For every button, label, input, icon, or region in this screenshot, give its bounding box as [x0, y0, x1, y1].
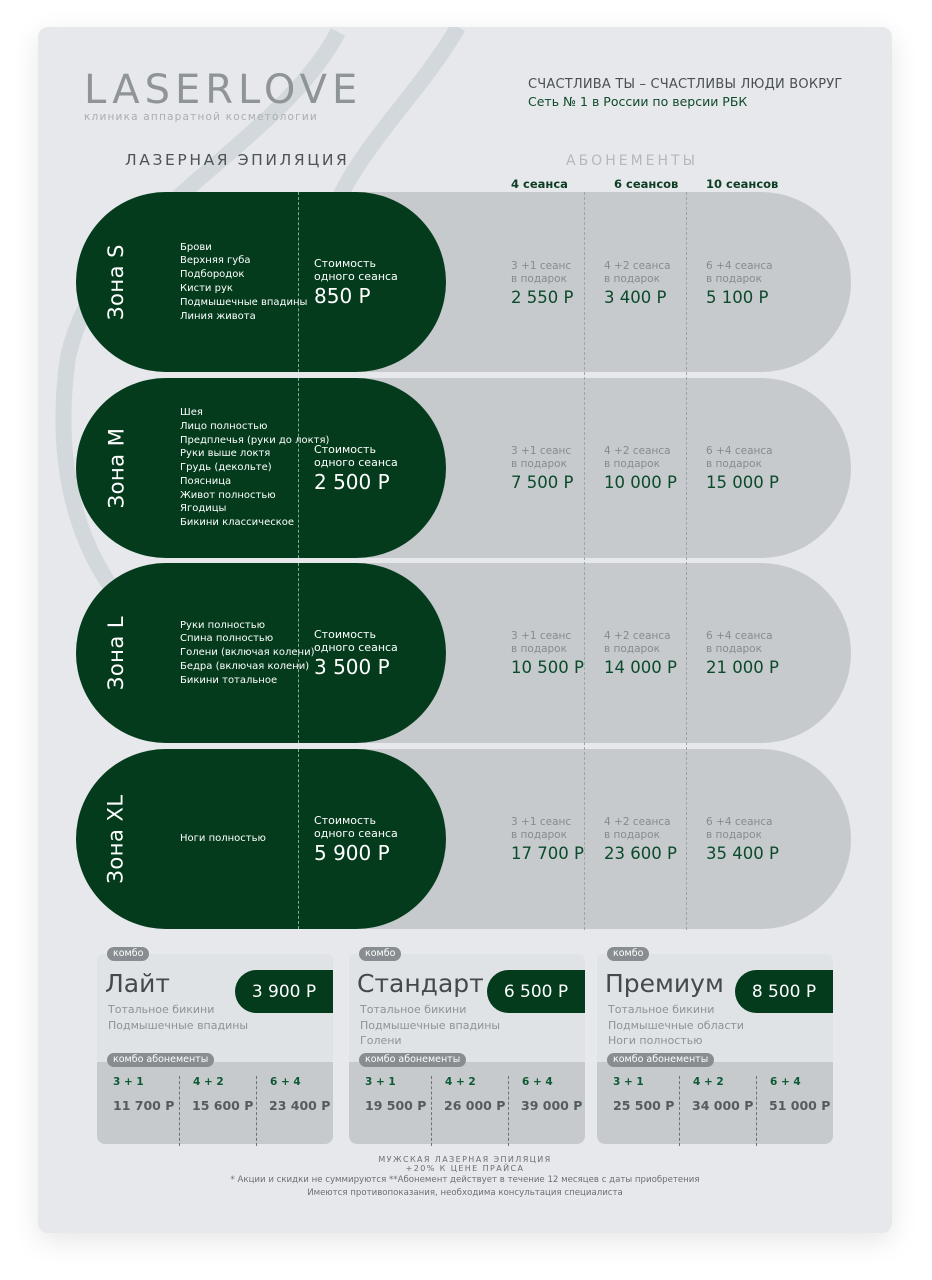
combo-sub-head: 3 + 1	[113, 1076, 144, 1088]
subscription-price: 2 550 Р	[511, 288, 574, 307]
divider	[431, 1076, 432, 1146]
combo-item: Ноги полностью	[608, 1034, 703, 1047]
bonus-label: 3 +1 сеанс в подарок	[511, 260, 572, 285]
combo-item: Подмышечные области	[608, 1018, 744, 1032]
footer-warning: Имеются противопоказания, необходима консультация специалиста	[307, 1188, 623, 1198]
combo-item: Тотальное бикини	[108, 1003, 215, 1016]
combo-price: 3 900 Р	[235, 970, 333, 1013]
area-item: Кисти рук	[180, 283, 233, 294]
bonus-label: 4 +2 сеанса в подарок	[604, 816, 671, 841]
divider	[508, 1076, 509, 1146]
subscription-price: 7 500 Р	[511, 473, 574, 492]
divider	[256, 1076, 257, 1146]
combo-item-list	[108, 1002, 248, 1033]
subscription-price: 15 000 Р	[706, 473, 779, 492]
divider	[298, 749, 299, 929]
zone-l-card	[76, 563, 446, 743]
column-head-6: 6 сеансов	[614, 177, 679, 191]
area-item: Ягодицы	[180, 503, 227, 515]
session-price: 850 Р	[314, 284, 371, 308]
zone-area-list	[180, 749, 298, 929]
combo-sub-price: 19 500 Р	[365, 1098, 427, 1113]
divider	[298, 192, 299, 372]
area-item: Подмышечные впадины	[180, 296, 308, 308]
bonus-label: 3 +1 сеанс в подарок	[511, 445, 572, 470]
zone-xl-card	[76, 749, 446, 929]
bonus-label: 4 +2 сеанса в подарок	[604, 445, 671, 470]
combo-sub-price: 39 000 Р	[521, 1098, 583, 1113]
combo-name: Стандарт	[357, 969, 484, 998]
combo-sub-price: 25 500 Р	[613, 1098, 675, 1113]
session-price: 2 500 Р	[314, 470, 390, 494]
column-head-4: 4 сеанса	[511, 177, 568, 191]
combo-name: Лайт	[105, 969, 170, 998]
subscriptions-title: АБОНЕМЕНТЫ	[566, 153, 698, 169]
subscription-price: 10 000 Р	[604, 473, 677, 492]
area-item: Подбородок	[180, 269, 245, 281]
subscription-price: 35 400 Р	[706, 844, 779, 863]
subscription-price: 5 100 Р	[706, 288, 769, 307]
men-pricing-note: МУЖСКАЯ ЛАЗЕРНАЯ ЭПИЛЯЦИЯ +20% К ЦЕНЕ ПРАЙСА	[378, 1155, 552, 1173]
combo-sub-head: 3 + 1	[613, 1076, 644, 1088]
area-item: Лицо полностью	[180, 420, 268, 432]
area-item: Брови	[180, 241, 212, 253]
column-divider	[584, 192, 585, 930]
combo-subscriptions-tag: комбо абонементы	[359, 1053, 466, 1067]
zone-name: Зона L	[103, 615, 128, 691]
cost-label: Стоимость одного сеанса	[314, 814, 398, 840]
session-price: 3 500 Р	[314, 655, 390, 679]
area-item: Живот полностью	[180, 489, 276, 501]
brand-slogan: СЧАСТЛИВА ТЫ – СЧАСТЛИВЫ ЛЮДИ ВОКРУГ	[528, 77, 843, 92]
combo-item: Голени	[360, 1034, 402, 1047]
combo-sub-price: 15 600 Р	[192, 1098, 254, 1113]
column-divider	[686, 192, 687, 930]
area-item: Ноги полностью	[180, 833, 266, 845]
combo-sub-price: 34 000 Р	[692, 1098, 754, 1113]
brand-subtitle: клиника аппаратной косметологии	[84, 111, 318, 123]
zone-name: Зона M	[104, 427, 128, 509]
combo-sub-head: 4 + 2	[693, 1076, 724, 1088]
combo-price: 8 500 Р	[735, 970, 833, 1013]
bonus-label: 6 +4 сеанса в подарок	[706, 630, 773, 655]
footer-note: * Акции и скидки не суммируются **Абонемент действует в течение 12 месяцев с даты приобретения	[230, 1175, 700, 1185]
combo-item: Подмышечные впадины	[108, 1018, 249, 1032]
zone-name: Зона XL	[104, 794, 129, 884]
session-price: 5 900 Р	[314, 841, 390, 865]
zone-s-card	[76, 192, 446, 372]
combo-item: Тотальное бикини	[608, 1003, 715, 1016]
combo-card-lite	[97, 948, 333, 1144]
combo-card-premium	[597, 948, 833, 1144]
zone-area-list	[180, 563, 315, 743]
combo-sub-price: 26 000 Р	[444, 1098, 506, 1113]
column-head-10: 10 сеансов	[706, 177, 779, 191]
bonus-label: 4 +2 сеанса в подарок	[604, 630, 671, 655]
combo-sub-head: 6 + 4	[522, 1076, 553, 1088]
brand-logo: LASERLOVE	[84, 67, 363, 113]
combo-sub-head: 6 + 4	[270, 1076, 301, 1088]
subscription-price: 3 400 Р	[604, 288, 667, 307]
area-item: Верхняя губа	[180, 255, 251, 267]
bonus-label: 6 +4 сеанса в подарок	[706, 260, 773, 285]
combo-sub-price: 23 400 Р	[269, 1098, 331, 1113]
bonus-label: 6 +4 сеанса в подарок	[706, 816, 773, 841]
zone-m-card	[76, 378, 446, 558]
cost-label: Стоимость одного сеанса	[314, 628, 398, 654]
area-item: Грудь (декольте)	[180, 462, 272, 474]
combo-card-standard	[349, 948, 585, 1144]
combo-sub-head: 3 + 1	[365, 1076, 396, 1088]
bonus-label: 3 +1 сеанс в подарок	[511, 630, 572, 655]
subscription-price: 23 600 Р	[604, 844, 677, 863]
combo-sub-head: 4 + 2	[445, 1076, 476, 1088]
area-item: Руки полностью	[180, 619, 266, 631]
area-item: Руки выше локтя	[180, 448, 271, 460]
cost-label: Стоимость одного сеанса	[314, 443, 398, 469]
combo-sub-head: 4 + 2	[193, 1076, 224, 1088]
combo-price: 6 500 Р	[487, 970, 585, 1013]
area-item: Поясница	[180, 475, 232, 487]
divider	[679, 1076, 680, 1146]
combo-sub-price: 51 000 Р	[769, 1098, 831, 1113]
bonus-label: 6 +4 сеанса в подарок	[706, 445, 773, 470]
cost-label: Стоимость одного сеанса	[314, 257, 398, 283]
combo-subscriptions-tag: комбо абонементы	[607, 1053, 714, 1067]
area-item: Шея	[180, 406, 203, 418]
area-item: Бикини классическое	[180, 517, 295, 529]
combo-tag: комбо	[607, 947, 649, 961]
area-item: Бикини тотальное	[180, 674, 278, 686]
bonus-label: 3 +1 сеанс в подарок	[511, 816, 572, 841]
divider	[298, 378, 299, 558]
combo-tag: комбо	[359, 947, 401, 961]
combo-subscriptions-tag: комбо абонементы	[107, 1053, 214, 1067]
combo-tag: комбо	[107, 947, 149, 961]
bonus-label: 4 +2 сеанса в подарок	[604, 260, 671, 285]
divider	[179, 1076, 180, 1146]
combo-item: Подмышечные впадины	[360, 1018, 501, 1032]
zone-area-list	[180, 192, 308, 372]
combo-item: Тотальное бикини	[360, 1003, 467, 1016]
area-item: Бедра (включая колени)	[180, 660, 310, 672]
combo-item-list	[360, 1002, 500, 1049]
combo-item-list	[608, 1002, 744, 1049]
zone-name: Зона S	[103, 244, 128, 320]
area-item: Голени (включая колени)	[180, 647, 315, 659]
area-item: Спина полностью	[180, 633, 274, 645]
combo-sub-price: 11 700 Р	[113, 1098, 175, 1113]
section-title: ЛАЗЕРНАЯ ЭПИЛЯЦИЯ	[125, 151, 350, 169]
combo-sub-head: 6 + 4	[770, 1076, 801, 1088]
subscription-price: 21 000 Р	[706, 658, 779, 677]
area-item: Предплечья (руки до локтя)	[180, 434, 330, 446]
area-item: Линия живота	[180, 310, 256, 322]
price-sheet	[38, 27, 892, 1233]
subscription-price: 17 700 Р	[511, 844, 584, 863]
divider	[756, 1076, 757, 1146]
combo-name: Премиум	[605, 969, 724, 998]
subscription-price: 10 500 Р	[511, 658, 584, 677]
zone-area-list	[180, 378, 330, 558]
brand-rating: Сеть № 1 в России по версии РБК	[528, 94, 748, 109]
subscription-price: 14 000 Р	[604, 658, 677, 677]
